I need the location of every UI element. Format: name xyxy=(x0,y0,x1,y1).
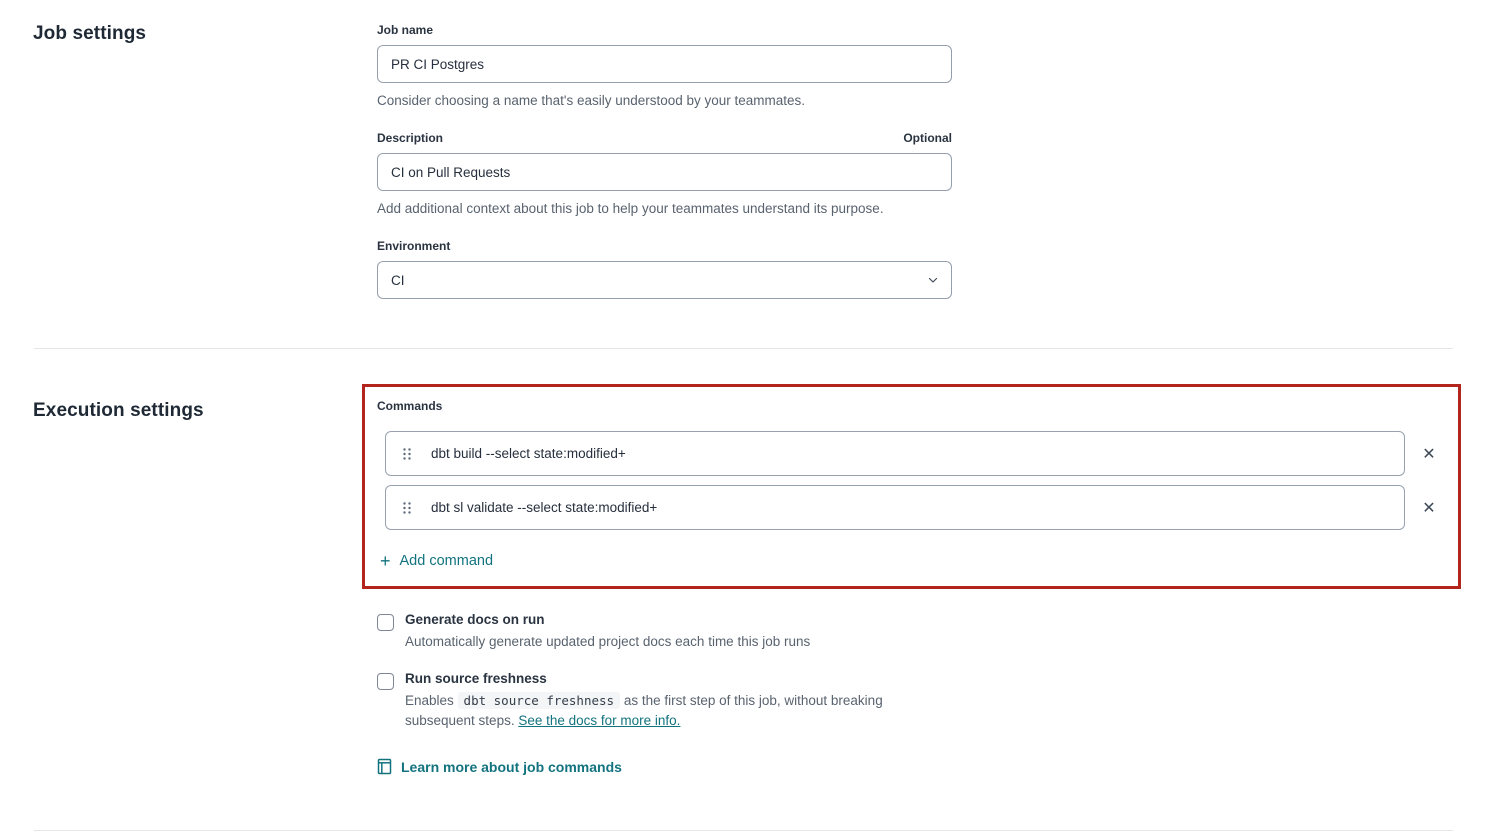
description-label-row xyxy=(377,131,952,145)
environment-field xyxy=(377,239,952,299)
job-name-input[interactable] xyxy=(377,45,952,83)
add-command-button[interactable] xyxy=(380,553,493,569)
drag-handle-icon[interactable] xyxy=(400,499,414,517)
job-settings-form xyxy=(377,23,1487,299)
environment-label: Environment xyxy=(377,239,451,253)
run-source-freshness-helper xyxy=(405,691,953,731)
freshness-helper-suffix: as the first step of this job, without breaking subsequent steps. xyxy=(405,693,883,728)
description-optional-badge: Optional xyxy=(903,131,952,145)
generate-docs-body xyxy=(405,612,810,652)
job-settings-heading-column xyxy=(33,23,377,299)
command-input[interactable] xyxy=(429,499,1392,516)
close-icon: ✕ xyxy=(1422,499,1436,517)
learn-more-label: Learn more about job commands xyxy=(401,758,622,775)
drag-handle-icon[interactable] xyxy=(400,445,414,463)
command-row xyxy=(385,431,1443,476)
section-divider-top xyxy=(34,348,1453,349)
job-name-label-row xyxy=(377,23,952,37)
command-input[interactable] xyxy=(429,445,1392,462)
description-input[interactable] xyxy=(377,153,952,191)
freshness-code-chip: dbt source freshness xyxy=(458,692,621,709)
job-name-helper: Consider choosing a name that's easily understood by your teammates. xyxy=(377,93,806,108)
command-box xyxy=(385,431,1405,476)
description-helper: Add additional context about this job to help your teammates understand its purpose. xyxy=(377,201,884,216)
generate-docs-helper: Automatically generate updated project docs each time this job runs xyxy=(405,634,811,649)
execution-settings-form xyxy=(377,384,1487,780)
job-name-label: Job name xyxy=(377,23,434,37)
book-icon xyxy=(377,758,392,775)
job-settings-heading: Job settings xyxy=(33,23,147,44)
run-source-freshness-label: Run source freshness xyxy=(405,671,547,686)
plus-icon: + xyxy=(380,551,391,571)
commands-label: Commands xyxy=(377,399,443,413)
command-row xyxy=(385,485,1443,530)
environment-label-row xyxy=(377,239,952,253)
remove-command-button[interactable] xyxy=(1415,440,1443,468)
run-source-freshness-row xyxy=(377,671,1487,731)
remove-command-button[interactable] xyxy=(1415,494,1443,522)
see-docs-link[interactable]: See the docs for more info. xyxy=(518,713,681,728)
description-field xyxy=(377,131,952,218)
learn-more-link[interactable] xyxy=(377,758,622,775)
run-source-freshness-checkbox[interactable] xyxy=(377,673,394,690)
job-name-field xyxy=(377,23,952,110)
environment-select[interactable] xyxy=(377,261,952,299)
generate-docs-label: Generate docs on run xyxy=(405,612,545,627)
job-settings-section xyxy=(0,0,1487,299)
run-source-freshness-body xyxy=(405,671,953,731)
environment-select-value[interactable] xyxy=(377,261,952,299)
close-icon: ✕ xyxy=(1422,445,1436,463)
execution-settings-heading: Execution settings xyxy=(33,400,204,421)
annotation-highlight-box xyxy=(362,384,1461,589)
execution-settings-heading-column xyxy=(33,384,377,780)
add-command-label: Add command xyxy=(399,553,494,569)
generate-docs-row xyxy=(377,612,1487,652)
freshness-helper-prefix: Enables xyxy=(405,693,458,708)
generate-docs-checkbox[interactable] xyxy=(377,614,394,631)
description-label: Description xyxy=(377,131,444,145)
execution-settings-section xyxy=(0,384,1487,780)
command-box xyxy=(385,485,1405,530)
